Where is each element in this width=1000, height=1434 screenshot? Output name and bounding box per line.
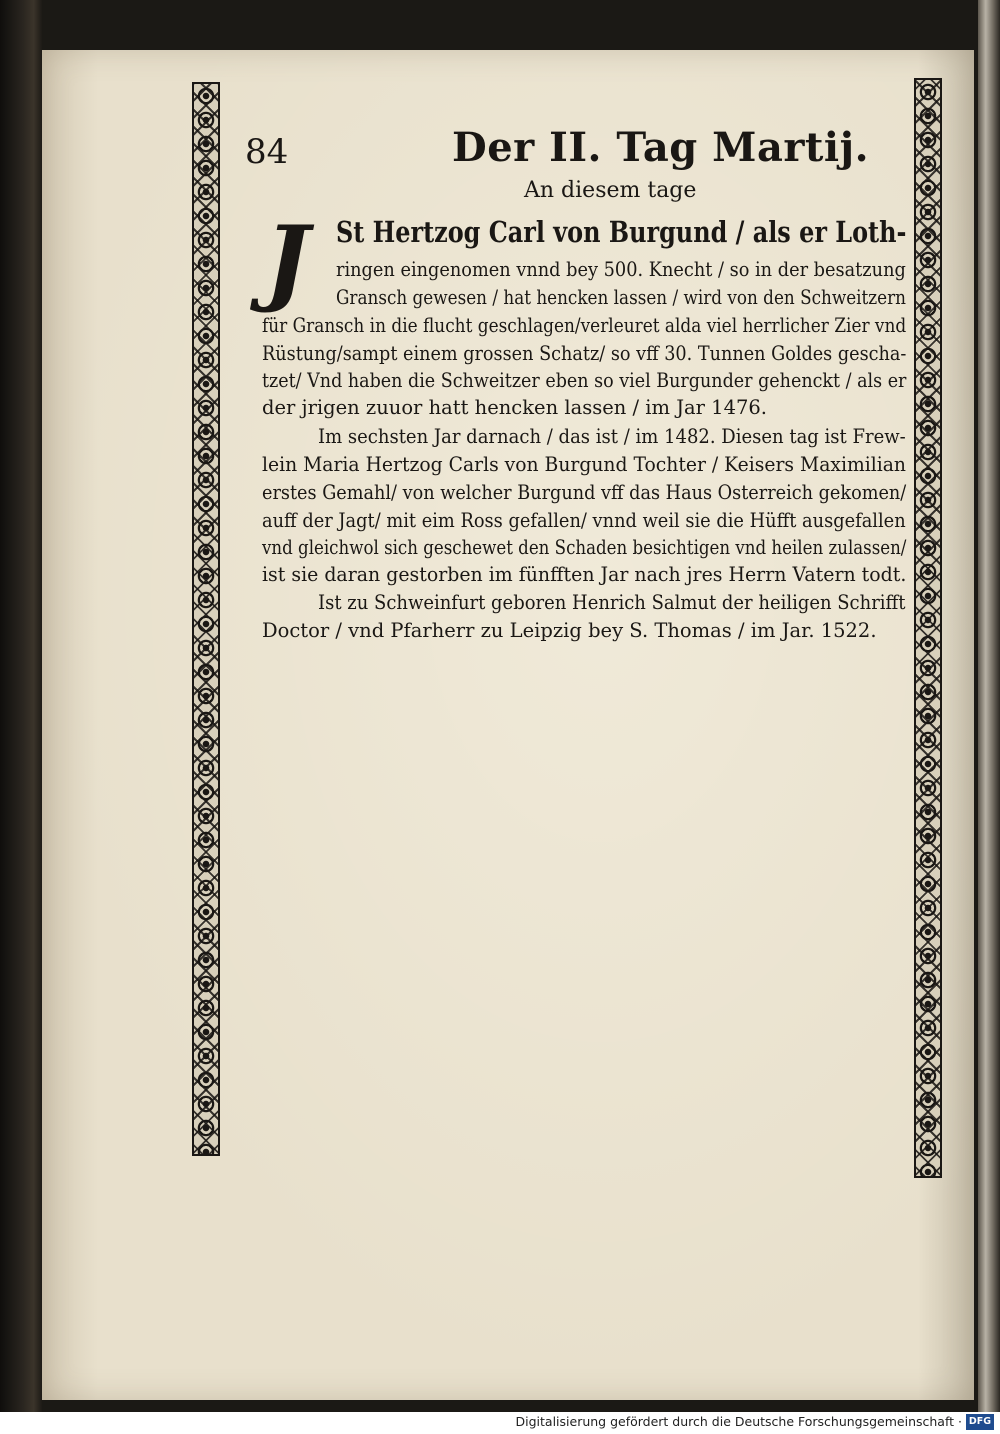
text-line: für Gransch in die flucht geschlagen/verleuret alda viel herrlicher Zier vnd [262, 314, 907, 337]
book-page-edge [978, 0, 1000, 1412]
text-line: St Hertzog Carl von Burgund / als er Loth- [336, 215, 907, 249]
text-line: erstes Gemahl/ von welcher Burgund vff das Haus Osterreich gekomen/ [262, 481, 907, 504]
text-line: Gransch gewesen / hat hencken lassen / wird von den Schweitzern [336, 286, 906, 309]
text-line: Ist zu Schweinfurt geboren Henrich Salmut der heiligen Schrifft [318, 591, 906, 614]
page-title: Der II. Tag Martij. [452, 124, 869, 171]
page-number: 84 [245, 132, 289, 172]
text-line: lein Maria Hertzog Carls von Burgund Tochter / Keisers Maximilian [262, 453, 906, 476]
text-line: Im sechsten Jar darnach / das ist / im 1482. Diesen tag ist Frew- [318, 425, 906, 448]
book-cover-edge [0, 0, 42, 1412]
footer-credit: Digitalisierung gefördert durch die Deutsche Forschungsgemeinschaft · [515, 1414, 962, 1429]
text-line: Doctor / vnd Pfarherr zu Leipzig bey S. Thomas / im Jar. 1522. [262, 619, 877, 642]
text-line: vnd gleichwol sich geschewet den Schaden besichtigen vnd heilen zulassen/ [262, 536, 907, 559]
dfg-logo: DFG [966, 1414, 994, 1430]
text-line: Rüstung/sampt einem grossen Schatz/ so vff 30. Tunnen Goldes gescha- [262, 342, 907, 365]
text-line: der jrigen zuuor hatt hencken lassen / im Jar 1476. [262, 396, 767, 419]
text-line: auff der Jagt/ mit eim Ross gefallen/ vnnd weil sie die Hüfft ausgefallen [262, 509, 906, 532]
book-page [42, 50, 974, 1400]
text-line: ist sie daran gestorben im fünfften Jar nach jres Herrn Vatern todt. [262, 563, 907, 586]
ornamental-border-left [192, 82, 220, 1156]
intro-line: An diesem tage [524, 178, 697, 203]
ornamental-border-right [914, 78, 942, 1178]
text-line: ringen eingenomen vnnd bey 500. Knecht / so in der besatzung [336, 258, 906, 281]
text-line: tzet/ Vnd haben die Schweitzer eben so viel Burgunder gehenckt / als er [262, 369, 907, 392]
drop-cap: J [264, 206, 310, 316]
